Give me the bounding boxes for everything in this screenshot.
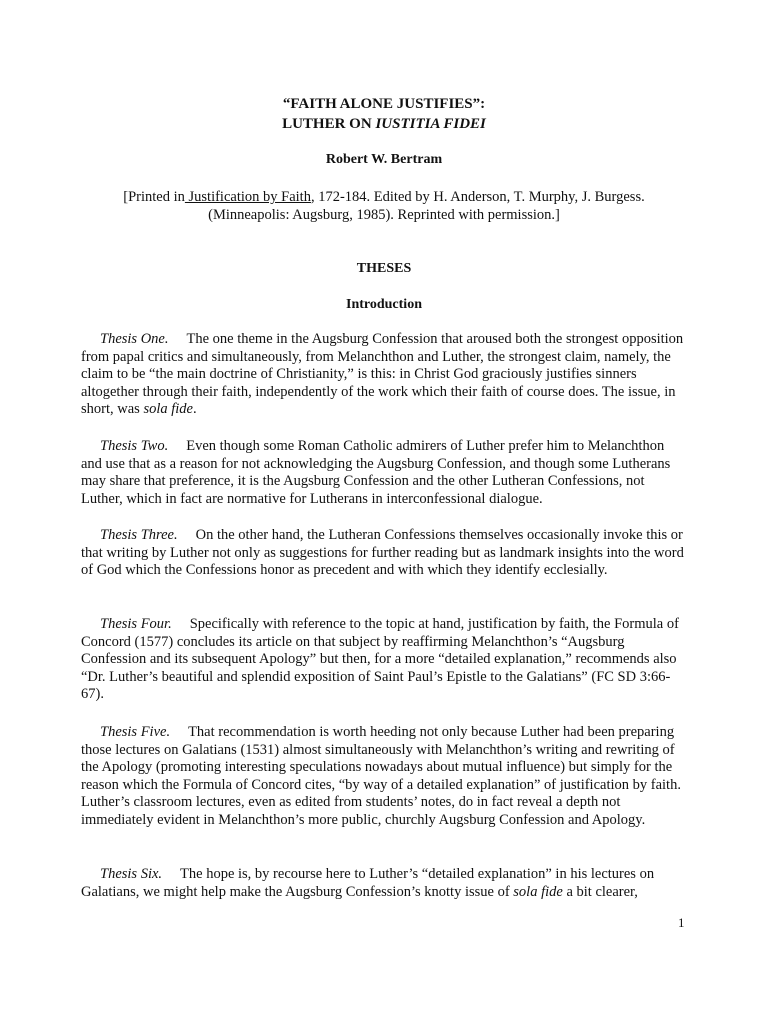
document-title xyxy=(0,94,768,134)
citation-note xyxy=(60,188,708,224)
thesis-text: That recommendation is worth heeding not only because Luther had been preparing those lectures on Galatians (1531) almost simultaneously with Melanchthon’s writing and rewriting of the Apology (promoting interesting speculations nowadays about mutual influence) but simply for the reason which the Formula of Concord cites, “by way of a detailed explanation” of justification by faith. Luther’s classroom lectures, even as edited from students’ notes, do in fact reveal a depth not immediately evident in Melanchthon’s more public, churchly Augsburg Confession and Apology. xyxy=(81,724,681,828)
citation-pre: [Printed in xyxy=(123,189,185,205)
thesis-text: Even though some Roman Catholic admirers of Luther prefer him to Melanchthon and use that as a reason for not acknowledging the Augsburg Confession, and though some Lutherans may share that preference, it is the Augsburg Confession and the other Lutheran Confessions, not Luther, which in fact are normative for Lutherans in interconfessional dialogue. xyxy=(81,438,671,507)
citation-post: , 172-184. Edited by H. Anderson, T. Murphy, J. Burgess. xyxy=(310,189,645,205)
thesis-label: Thesis Four. xyxy=(100,616,172,632)
thesis-label: Thesis Five. xyxy=(100,724,171,740)
citation-line-2: (Minneapolis: Augsburg, 1985). Reprinted with permission.] xyxy=(208,207,560,223)
subsection-heading: Introduction xyxy=(346,297,422,312)
thesis-paragraph-1 xyxy=(81,331,685,419)
title-line-1: “FAITH ALONE JUSTIFIES”: xyxy=(282,96,486,112)
title-line-2-italic: IUSTITIA FIDEI xyxy=(375,116,486,132)
thesis-paragraph-2 xyxy=(81,438,685,508)
page-number: 1 xyxy=(678,915,685,930)
section-heading: THESES xyxy=(356,261,412,276)
thesis-paragraph-6 xyxy=(81,866,685,901)
thesis-paragraph-4 xyxy=(81,616,685,704)
thesis-label: Thesis Three. xyxy=(100,527,178,543)
thesis-label: Thesis Six. xyxy=(100,866,163,882)
thesis-paragraph-3 xyxy=(81,527,685,580)
thesis-label: Thesis Two. xyxy=(100,438,169,454)
thesis-italic-term: sola fide xyxy=(513,883,563,900)
thesis-text: The one theme in the Augsburg Confession that aroused both the strongest opposition from papal critics and simultaneously, from Melanchthon and Luther, the strongest claim, namely, the claim to be “the main doctrine of Christianity,” is this: in Christ God graciously justifies sinners altogether through their faith, independently of the work which their faith of course does. The issue, in short, was xyxy=(81,331,684,418)
citation-book-title: Justification by Faith xyxy=(184,189,311,205)
thesis-tail: a bit clearer, xyxy=(562,883,638,900)
title-line-2 xyxy=(0,114,768,134)
thesis-text: The hope is, by recourse here to Luther’s “detailed explanation” in his lectures on Galatians, we might help make the Augsburg Confession’s knotty issue of xyxy=(81,866,655,900)
thesis-italic-term: sola fide xyxy=(143,401,193,418)
thesis-text: Specifically with reference to the topic at hand, justification by faith, the Formula of Concord (1577) concludes its article on that subject by reaffirming Melanchthon’s “Augsburg Confession and its subsequent Apology” but then, for a more “detailed explanation,” recommends also “Dr. Luther’s beautiful and splendid exposition of Saint Paul’s Epistle to the Galatians” (FC SD 3:66-67). xyxy=(81,616,679,703)
thesis-label: Thesis One. xyxy=(100,331,169,347)
thesis-paragraph-5 xyxy=(81,724,685,830)
author-name: Robert W. Bertram xyxy=(325,152,443,167)
title-line-2-prefix: LUTHER ON xyxy=(282,116,376,132)
citation-line-1 xyxy=(60,188,708,206)
thesis-tail: . xyxy=(192,401,197,418)
thesis-text: On the other hand, the Lutheran Confessions themselves occasionally invoke this or that writing by Luther not only as suggestions for further reading but as landmark insights into the word of God which the Confessions honor as precedent and with which they identify ecclesially. xyxy=(81,527,684,579)
